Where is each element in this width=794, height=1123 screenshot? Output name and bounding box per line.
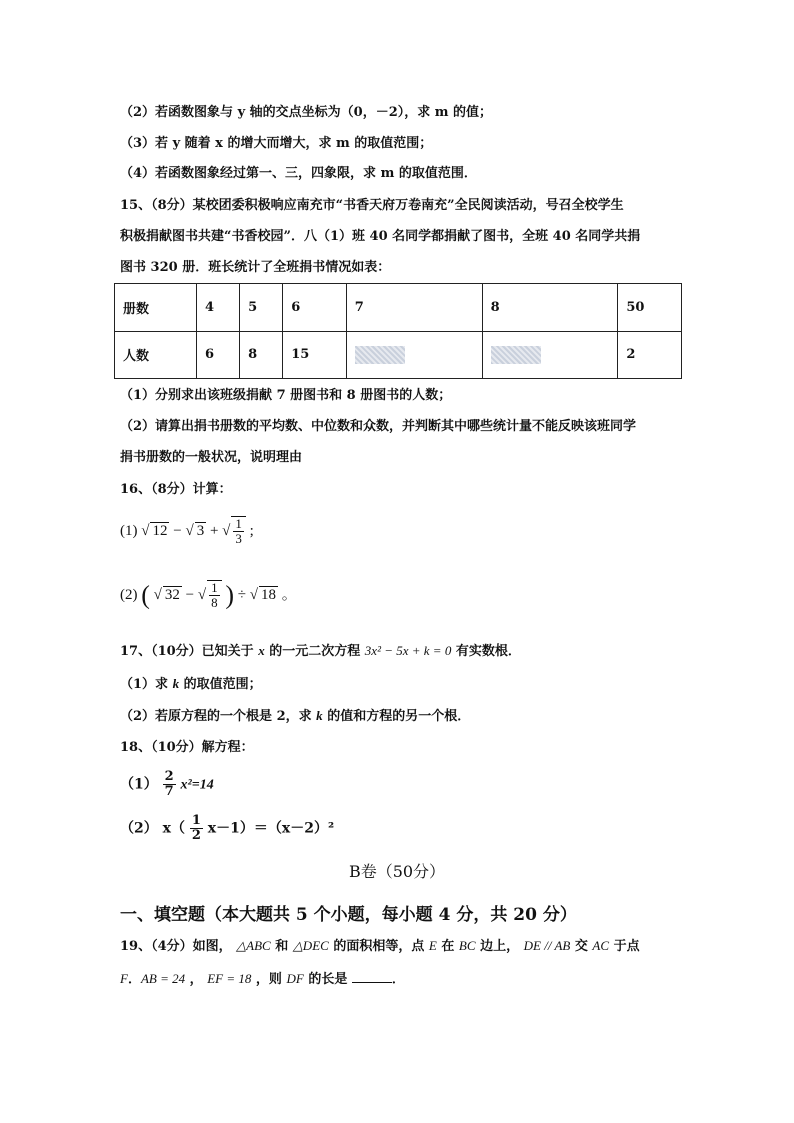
table-cell: 8 (482, 284, 618, 332)
expr-label: (1) (120, 522, 138, 539)
table-cell: 8 (240, 331, 283, 379)
expr-label: （2） (120, 820, 158, 837)
text: 17、（10分）已知关于 (120, 644, 254, 659)
obscured-value (355, 346, 405, 364)
table-cell-obscured (346, 331, 482, 379)
text: 的值和方程的另一个根． (327, 709, 471, 724)
radical: 3 (196, 522, 205, 539)
table-cell: 50 (618, 284, 682, 332)
text: 交 (574, 939, 588, 954)
equation: x（ (162, 820, 185, 837)
table-cell: 6 (283, 284, 347, 332)
table-row (115, 331, 682, 379)
text: 在 (441, 939, 455, 954)
table-cell: 2 (618, 331, 682, 379)
numerator: 1 (211, 580, 218, 595)
radical: 12 (152, 522, 168, 539)
text: 的一元二次方程 (269, 644, 361, 659)
table-cell: 4 (197, 284, 240, 332)
text: 的长是 (308, 972, 348, 987)
math-var: x (258, 643, 265, 658)
text: ． (391, 972, 405, 987)
q18-part2 (120, 814, 334, 843)
q14-part2: （2）若函数图象与 y 轴的交点坐标为（0，－2），求 m 的值； (120, 105, 493, 120)
table-cell: 6 (197, 331, 240, 379)
math-var: DF (286, 971, 304, 986)
math-var: E (428, 938, 437, 953)
answer-blank (352, 970, 392, 983)
q15-part2-line2: 捐书册数的一般状况，说明理由 (120, 450, 303, 465)
radical: 32 (164, 586, 180, 603)
q17-part1 (120, 676, 262, 693)
math-var: BC (458, 938, 476, 953)
q18-part1 (120, 770, 214, 799)
table-row (115, 284, 682, 332)
text: ，则 (255, 972, 282, 987)
table-cell: 人数 (115, 331, 197, 379)
table-cell-obscured (482, 331, 618, 379)
text: 的取值范围； (183, 677, 262, 692)
q15-line3: 图书 320 册．班长统计了全班捐书情况如表： (120, 260, 391, 275)
math-var: AC (592, 938, 610, 953)
math-var: k (316, 708, 323, 723)
obscured-value (491, 346, 541, 364)
section-b-title: B卷（50分） (348, 862, 446, 881)
q15-part1: （1）分别求出该班级捐献 7 册图书和 8 册图书的人数； (120, 388, 452, 403)
numerator: 1 (235, 516, 242, 531)
math-expr: EF = 18 (207, 971, 252, 986)
q19-line1 (120, 938, 640, 955)
text: 有实数根． (455, 644, 521, 659)
numerator: 2 (164, 769, 174, 784)
text: ， (189, 972, 203, 987)
text: 于点 (613, 939, 640, 954)
q14-part4: （4）若函数图象经过第一、三，四象限，求 m 的取值范围． (120, 166, 477, 181)
equation: x－1）＝（x－2）² (207, 820, 335, 837)
q18-heading: 18、（10分）解方程： (120, 740, 254, 755)
text: （1）求 (120, 677, 169, 692)
table-cell: 册数 (115, 284, 197, 332)
radical: 18 (261, 586, 276, 603)
equation: x²=14 (180, 777, 214, 793)
numerator: 1 (191, 813, 201, 828)
math-expr: DE // AB (523, 938, 571, 953)
q17-part2 (120, 708, 470, 725)
equation: 3x² − 5x + k = 0 (364, 643, 452, 658)
math-expr: AB = 24 (140, 971, 186, 986)
donation-table (114, 283, 682, 379)
table-cell: 5 (240, 284, 283, 332)
text: 的面积相等，点 (333, 939, 425, 954)
text: 19、（4分）如图， (120, 939, 232, 954)
q15-line2: 积极捐献图书共建“书香校园”．八（1）班 40 名同学都捐献了图书，全班 40 名同学共捐 (120, 229, 641, 244)
text: （2）若原方程的一个根是 2，求 (120, 709, 312, 724)
denominator: 8 (211, 595, 218, 610)
text: 和 (275, 939, 289, 954)
math-expr: △DEC (292, 938, 329, 953)
denominator: 3 (235, 531, 242, 546)
q17-statement (120, 643, 521, 660)
q14-part3: （3）若 y 随着 x 的增大而增大，求 m 的取值范围； (120, 136, 433, 151)
q19-line2: F．AB = 24 ， EF = 18 ，则 DF 的长是 ． (120, 971, 405, 987)
denominator: 7 (164, 784, 174, 799)
table-cell: 15 (283, 331, 347, 379)
q16-expr1: (1) √ 12 − √ 3 + √ $\frac{1}{3}$ ; (120, 516, 254, 546)
text: 边上， (480, 939, 520, 954)
denominator: 2 (191, 828, 201, 843)
expr-label: (2) (120, 586, 138, 603)
math-var: k (172, 676, 180, 691)
q15-part2-line1: （2）请算出捐书册数的平均数、中位数和众数，并判断其中哪些统计量不能反映该班同学 (120, 419, 637, 434)
math-expr: △ABC (236, 938, 271, 953)
math-var: F (120, 971, 128, 986)
table-cell: 7 (346, 284, 482, 332)
expr-label: （1） (120, 776, 158, 793)
q16-heading: 16、（8分）计算： (120, 482, 232, 497)
q16-expr2: (2) ( √ 32 − √ $\frac{1}{8}$ ) ÷ √ 18 。 (120, 580, 297, 610)
section-heading: 一、填空题（本大题共 5 个小题，每小题 4 分，共 20 分） (120, 905, 577, 925)
q15-line1: 15、（8分）某校团委积极响应南充市“书香天府万卷南充”全民阅读活动，号召全校学生 (120, 198, 624, 213)
